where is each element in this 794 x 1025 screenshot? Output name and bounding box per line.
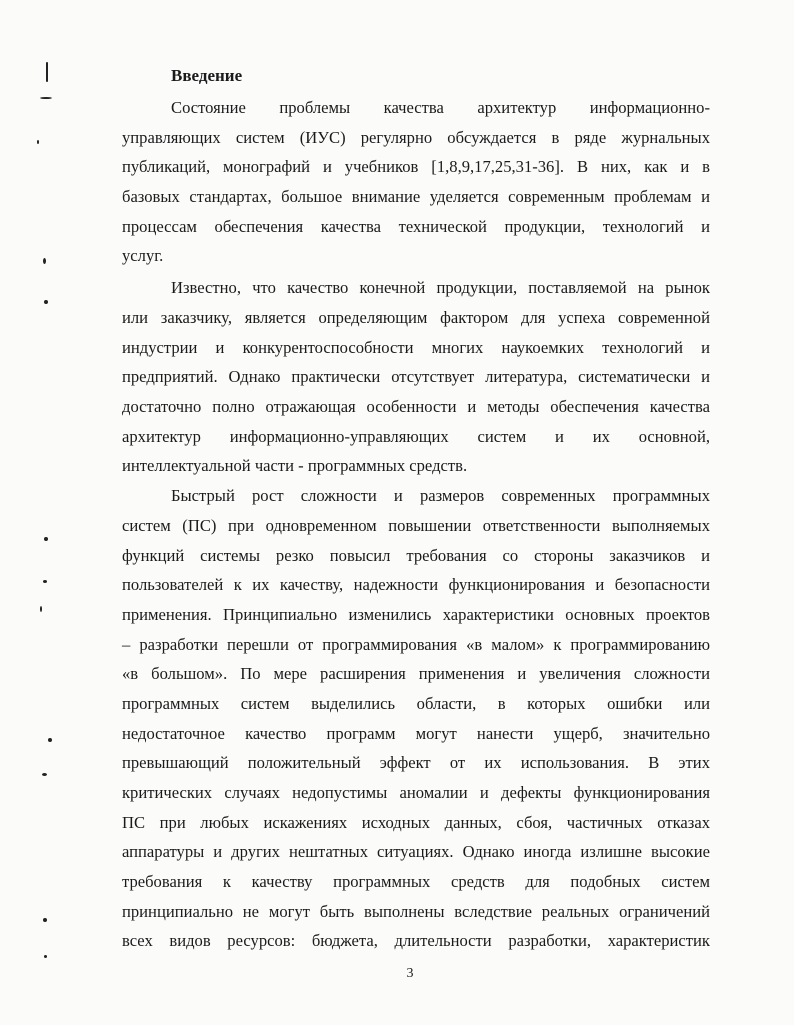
scan-speck <box>46 62 48 82</box>
text-line: применения. Принципиально изменились характеристики основных проектов <box>122 605 710 624</box>
text-line: систем (ПС) при одновременном повышении ответственности выполняемых <box>122 516 710 535</box>
text-line: Состояние проблемы качества архитектур информационно- <box>171 98 710 117</box>
scan-speck <box>40 606 42 612</box>
text-line: ПС при любых искажениях исходных данных, сбоя, частичных отказах <box>122 813 710 832</box>
text-line: индустрии и конкурентоспособности многих наукоемких технологий и <box>122 338 710 357</box>
scan-speck <box>42 773 47 776</box>
text-line: пользователей к их качеству, надежности функционирования и безопасности <box>122 575 710 594</box>
text-line: «в большом». По мере расширения применения и увеличения сложности <box>122 664 710 683</box>
text-line: архитектур информационно-управляющих систем и их основной, <box>122 427 710 446</box>
scan-speck <box>44 300 48 304</box>
text-line: всех видов ресурсов: бюджета, длительности разработки, характеристик <box>122 931 710 950</box>
scan-speck <box>44 537 48 541</box>
page-number: 3 <box>406 966 414 981</box>
text-line: критических случаях недопустимы аномалии и дефекты функционирования <box>122 783 710 802</box>
text-line: управляющих систем (ИУС) регулярно обсуждается в ряде журнальных <box>122 128 710 147</box>
section-heading: Введение <box>171 66 243 85</box>
text-line: достаточно полно отражающая особенности и методы обеспечения качества <box>122 397 710 416</box>
text-line: услуг. <box>122 246 164 265</box>
scan-speck <box>43 918 47 922</box>
scan-speck <box>44 955 47 958</box>
text-line: программных систем выделились области, в которых ошибки или <box>122 694 710 713</box>
text-line: аппаратуры и других нештатных ситуациях. Однако иногда излишне высокие <box>122 842 710 861</box>
text-line: Известно, что качество конечной продукции, поставляемой на рынок <box>171 278 710 297</box>
text-line: – разработки перешли от программирования «в малом» к программированию <box>122 635 710 654</box>
text-line: превышающий положительный эффект от их использования. В этих <box>122 753 710 772</box>
scan-speck <box>43 258 46 264</box>
text-line: требования к качеству программных средств для подобных систем <box>122 872 710 891</box>
text-line: предприятий. Однако практически отсутствует литература, систематически и <box>122 367 710 386</box>
text-line: базовых стандартах, большое внимание уделяется современным проблемам и <box>122 187 710 206</box>
text-line: Быстрый рост сложности и размеров современных программных <box>171 486 710 505</box>
text-line: недостаточное качество программ могут нанести ущерб, значительно <box>122 724 710 743</box>
text-line: принципиально не могут быть выполнены вследствие реальных ограничений <box>122 902 710 921</box>
scan-speck <box>37 140 39 144</box>
text-line: функций системы резко повысил требования со стороны заказчиков и <box>122 546 710 565</box>
scan-speck <box>40 97 52 99</box>
text-line: процессам обеспечения качества технической продукции, технологий и <box>122 217 710 236</box>
scan-speck <box>48 738 52 742</box>
scan-speck <box>43 580 47 583</box>
text-line: или заказчику, является определяющим фактором для успеха современной <box>122 308 710 327</box>
text-line: публикаций, монографий и учебников [1,8,9,17,25,31-36]. В них, как и в <box>122 157 710 176</box>
text-line: интеллектуальной части - программных средств. <box>122 456 468 475</box>
